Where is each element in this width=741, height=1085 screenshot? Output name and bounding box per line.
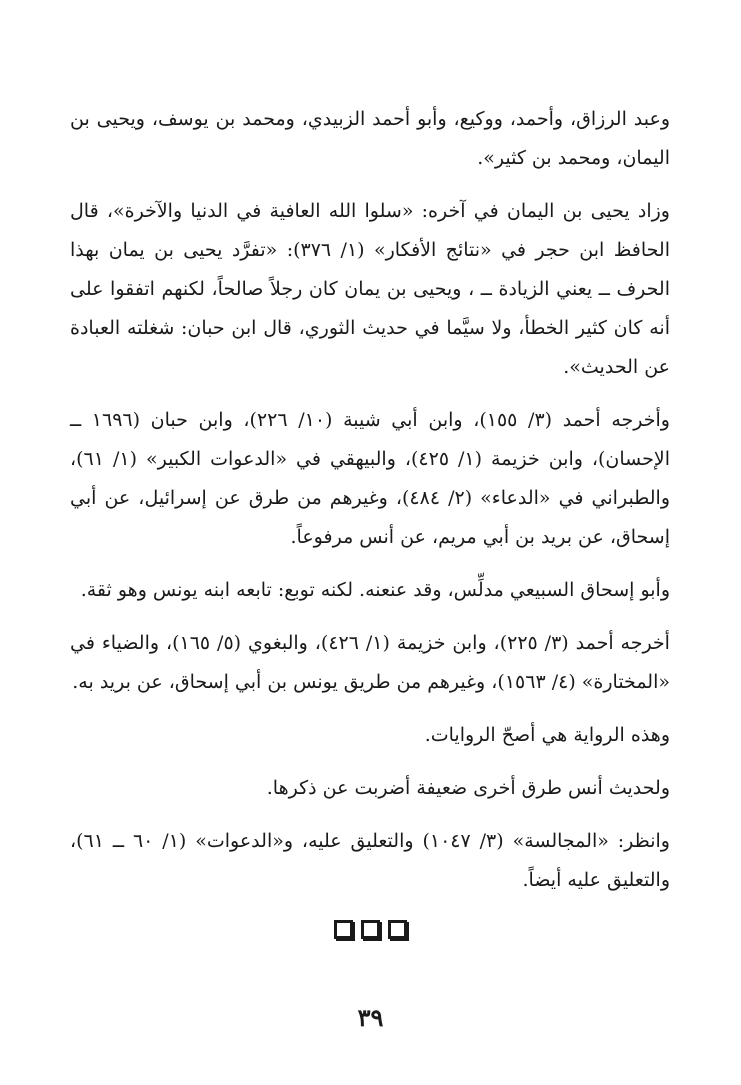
paragraph-6: وهذه الرواية هي أصحّ الروايات. (424, 724, 670, 746)
paragraph-5: أخرجه أحمد (٣/ ٢٢٥)، وابن خزيمة (١/ ٤٢٦)، والبغوي (٥/ ١٦٥)، والضياء في «المختارة» (٤/ ١٥٦٣)، وغيرهم من طريق يونس بن أبي إسحاق، عن بريد به. (70, 632, 670, 693)
paragraph-4: وأبو إسحاق السبيعي مدلِّس، وقد عنعنه. لكنه توبع: تابعه ابنه يونس وهو ثقة. (80, 579, 670, 601)
paragraph-8: وانظر: «المجالسة» (٣/ ١٠٤٧) والتعليق عليه، و«الدعوات» (١/ ٦٠ ــ ٦١)، والتعليق عليه أيضاً. (70, 830, 670, 891)
paragraph-3: وأخرجه أحمد (٣/ ١٥٥)، وابن أبي شيبة (١٠/ ٢٢٦)، وابن حبان (١٦٩٦ ــ الإحسان)، وابن خزيمة (١/ ٤٢٥)، والبيهقي في «الدعوات الكبير» (١/ ٦١)، والطبراني في «الدعاء» (٢/ ٤٨٤)، وغيرهم من طرق عن إسرائيل، عن أبي إسحاق، عن بريد بن أبي مريم، عن أنس مرفوعاً. (70, 409, 671, 548)
section-separator (0, 920, 741, 939)
separator-square-icon (361, 920, 380, 939)
page-number: ٣٩ (357, 1003, 384, 1032)
paragraph-1: وعبد الرزاق، وأحمد، ووكيع، وأبو أحمد الزبيدي، ومحمد بن يوسف، ويحيى بن اليمان، ومحمد بن كثير». (70, 108, 670, 169)
paragraph-7: ولحديث أنس طرق أخرى ضعيفة أضربت عن ذكرها. (266, 777, 670, 799)
separator-square-icon (334, 920, 353, 939)
separator-square-icon (388, 920, 407, 939)
page-body (70, 100, 670, 914)
paragraph-2: وزاد يحيى بن اليمان في آخره: «سلوا الله العافية في الدنيا والآخرة»، قال الحافظ ابن حجر في «نتائج الأفكار» (١/ ٣٧٦): «تفرَّد يحيى بن يمان بهذا الحرف ــ يعني الزيادة ــ ، ويحيى بن يمان كان رجلاً صالحاً، لكنهم اتفقوا على أنه كان كثير الخطأ، ولا سيَّما في حديث الثوري، قال ابن حبان: شغلته العبادة عن الحديث». (70, 200, 670, 378)
